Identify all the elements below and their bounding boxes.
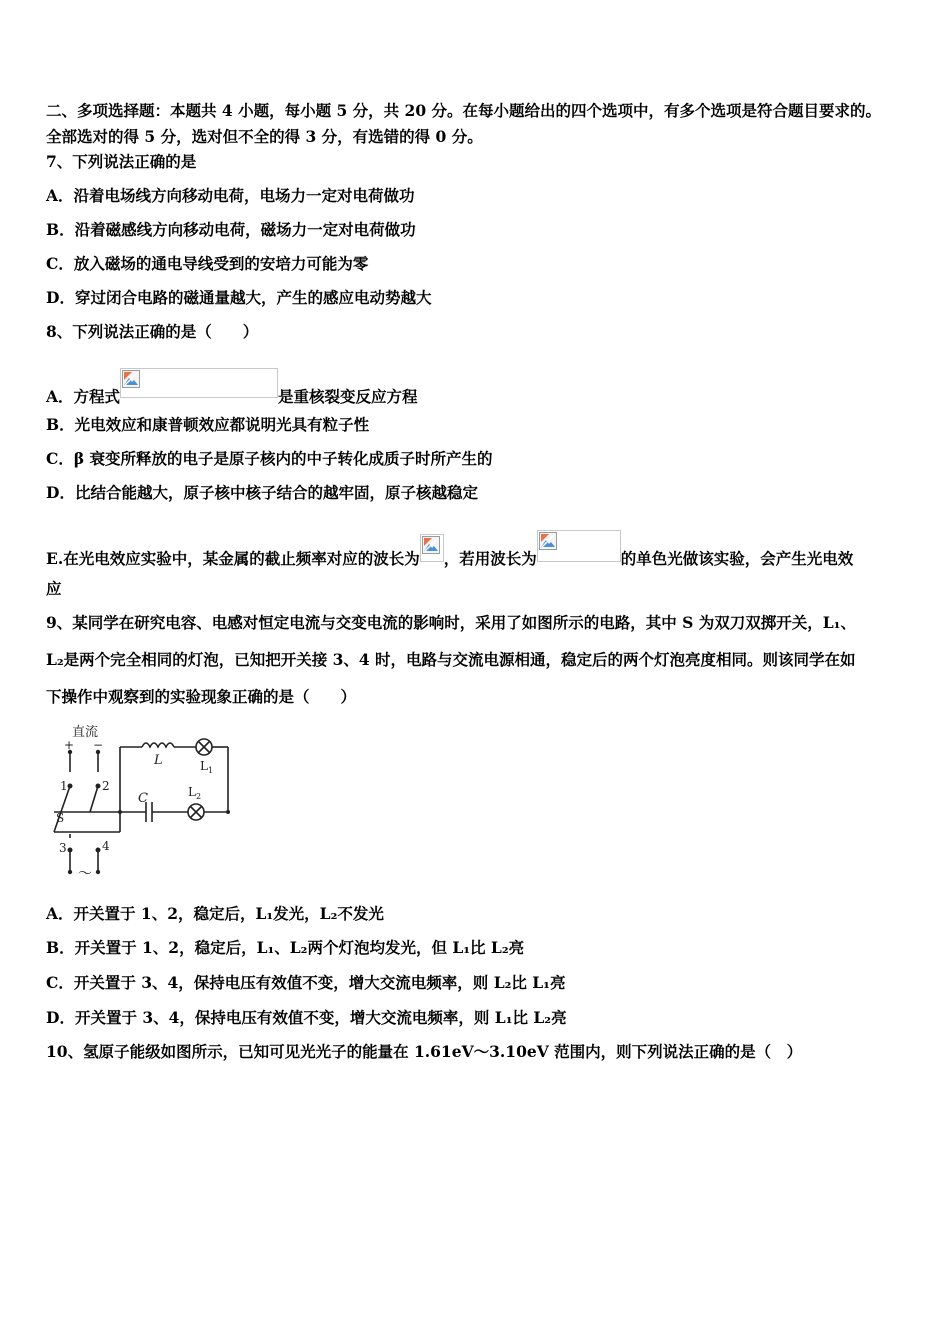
- switch-s: S: [56, 811, 65, 825]
- q8-option-e-wrap: 应: [46, 579, 62, 598]
- q9-option-c: C．开关置于 3、4，保持电压有效值不变，增大交流电频率，则 L₂比 L₁亮: [46, 973, 566, 992]
- q8-option-a: [46, 368, 418, 407]
- q8-option-a-suffix: 是重核裂变反应方程: [278, 387, 418, 406]
- q7-option-b: B．沿着磁感线方向移动电荷，磁场力一定对电荷做功: [46, 220, 416, 239]
- lamp-l1-label: [200, 759, 213, 775]
- terminal-1: 1: [60, 779, 68, 793]
- q8-option-a-prefix: A．方程式: [46, 387, 121, 406]
- q9-option-d: D．开关置于 3、4，保持电压有效值不变，增大交流电频率，则 L₁比 L₂亮: [46, 1008, 567, 1027]
- q8-stem: 8、下列说法正确的是（ ）: [46, 322, 259, 341]
- q10-stem: 10、氢原子能级如图所示，已知可见光光子的能量在 1.61eV～3.10eV 范围内，则下列说法正确的是（ ）: [46, 1042, 803, 1061]
- minus-sign: −: [93, 738, 104, 752]
- q8-option-c: C．β 衰变所释放的电子是原子核内的中子转化成质子时所产生的: [46, 449, 493, 468]
- wavelength-image: [420, 534, 444, 562]
- broken-image-icon: [122, 370, 140, 388]
- wavelength-image-2: [537, 530, 621, 562]
- ac-symbol: ～: [78, 866, 92, 882]
- inductor-label: L: [154, 753, 163, 768]
- lamp-l1-subscript: 1: [207, 766, 214, 775]
- q7-option-c: C．放入磁场的通电导线受到的安培力可能为零: [46, 254, 369, 273]
- q7-option-a: A．沿着电场线方向移动电荷，电场力一定对电荷做功: [46, 186, 415, 205]
- broken-image-icon: [539, 532, 557, 550]
- lamp-l2-label: [188, 785, 201, 801]
- q8-option-e-part3: 的单色光做该实验，会产生光电效: [620, 549, 854, 568]
- dc-label: 直流: [72, 725, 99, 740]
- q9-stem-line2: L₂是两个完全相同的灯泡，已知把开关接 3、4 时，电路与交流电源相通，稳定后的两个灯泡亮度相同。则该同学在如: [46, 650, 856, 669]
- terminal-2: 2: [102, 779, 110, 793]
- circuit-diagram: [50, 722, 240, 884]
- lamp-l2-subscript: 2: [195, 792, 202, 801]
- section-heading-line1: 二、多项选择题：本题共 4 小题，每小题 5 分，共 20 分。在每小题给出的四个选项中，有多个选项是符合题目要求的。: [46, 101, 882, 120]
- q9-stem-line1: 9、某同学在研究电容、电感对恒定电流与交变电流的影响时，采用了如图所示的电路，其中 S 为双刀双掷开关，L₁、: [46, 613, 856, 632]
- lamp-l2-letter: L: [188, 785, 196, 799]
- q9-option-a: A．开关置于 1、2，稳定后，L₁发光，L₂不发光: [46, 904, 384, 923]
- terminal-3: 3: [59, 841, 67, 855]
- q9-stem-line3: 下操作中观察到的实验现象正确的是（ ）: [46, 687, 357, 706]
- capacitor-label: C: [138, 791, 148, 806]
- equation-image: [120, 368, 278, 398]
- terminal-4: 4: [102, 839, 110, 853]
- q8-option-b: B．光电效应和康普顿效应都说明光具有粒子性: [46, 415, 370, 434]
- plus-sign: +: [64, 738, 75, 752]
- broken-image-icon: [422, 536, 440, 554]
- q7-option-d: D．穿过闭合电路的磁通量越大，产生的感应电动势越大: [46, 288, 432, 307]
- q8-option-e-part1: E.在光电效应实验中，某金属的截止频率对应的波长为: [46, 549, 420, 568]
- q8-option-e: [46, 530, 853, 569]
- lamp-l1-letter: L: [200, 759, 208, 773]
- q7-stem: 7、下列说法正确的是: [46, 152, 197, 171]
- q8-option-e-part2: ，若用波长为: [443, 549, 537, 568]
- section-heading-line2: 全部选对的得 5 分，选对但不全的得 3 分，有选错的得 0 分。: [46, 127, 483, 146]
- q9-option-b: B．开关置于 1、2，稳定后，L₁、L₂两个灯泡均发光，但 L₁比 L₂亮: [46, 938, 525, 957]
- q8-option-d: D．比结合能越大，原子核中核子结合的越牢固，原子核越稳定: [46, 483, 478, 502]
